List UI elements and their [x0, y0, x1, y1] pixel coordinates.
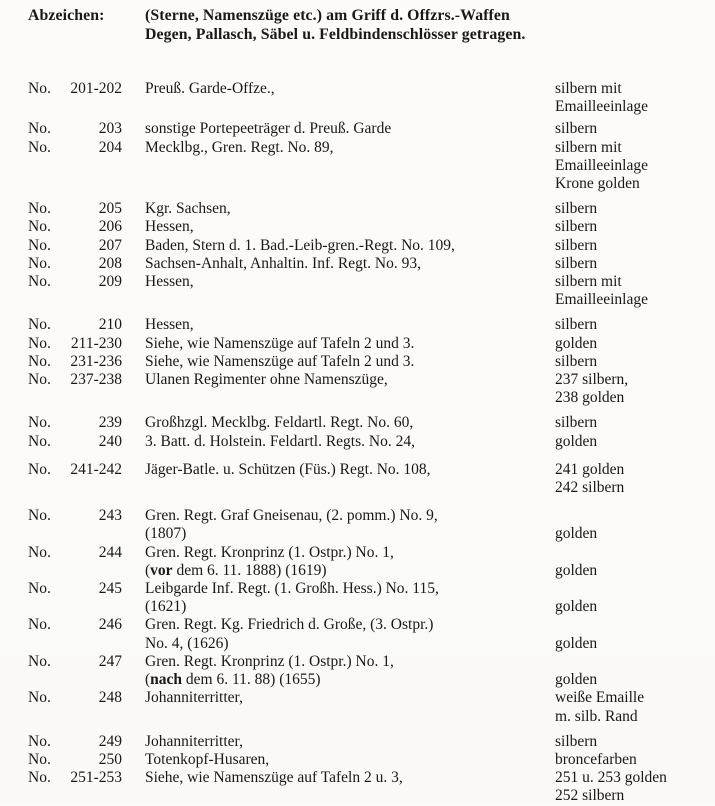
- row-finish: [555, 580, 710, 598]
- row-no-label: [28, 479, 62, 497]
- row-finish: Emailleeinlage: [555, 98, 648, 116]
- table-row: [28, 273, 715, 309]
- table-row-line: [28, 291, 715, 309]
- row-description: Baden, Stern d. 1. Bad.-Leib-gren.-Regt. No. 109,: [145, 236, 455, 254]
- row-finish: silbern mit: [555, 80, 622, 97]
- row-finish: m. silb. Rand: [555, 707, 638, 725]
- row-finish: Emailleeinlage: [555, 156, 648, 174]
- table-row-line: [28, 218, 715, 236]
- table-row-line: [28, 389, 715, 407]
- row-finish: [555, 653, 710, 671]
- table-row-line: [28, 414, 715, 432]
- row-description: Siehe, wie Namenszüge auf Tafeln 2 und 3.: [145, 334, 415, 352]
- row-number: 247: [98, 652, 122, 670]
- row-finish: silbern: [555, 200, 598, 218]
- row-description: Kgr. Sachsen,: [145, 200, 231, 218]
- table-row: [28, 120, 715, 138]
- table-row: [28, 353, 715, 371]
- row-finish: 237 silbern,: [555, 371, 629, 389]
- row-no-label: [28, 708, 62, 726]
- table-row-line: [28, 461, 715, 479]
- row-finish: silbern: [555, 120, 598, 138]
- row-description: Preuß. Garde-Offze.,: [145, 80, 275, 97]
- row-no-label: No.: [28, 507, 51, 525]
- table-row-line: [28, 255, 715, 273]
- table-row-line: [28, 371, 715, 389]
- row-number: [62, 635, 122, 653]
- row-description: Gren. Regt. Kg. Friedrich d. Große, (3. Ostpr.): [145, 616, 434, 634]
- row-number: [62, 389, 122, 407]
- table-row-line: [28, 635, 715, 653]
- table-row-line: [28, 544, 715, 562]
- row-no-label: [28, 98, 62, 116]
- row-no-label: No.: [28, 138, 51, 156]
- row-description: Leibgarde Inf. Regt. (1. Großh. Hess.) No. 115,: [145, 580, 439, 598]
- table-row: [28, 580, 715, 616]
- row-description: Johanniterritter,: [145, 732, 243, 750]
- table-row-line: [28, 616, 715, 634]
- table-row-line: [28, 479, 715, 497]
- table-row: [28, 733, 715, 751]
- table-row-line: [28, 787, 715, 805]
- row-description: [145, 291, 555, 309]
- row-number: 206: [98, 218, 122, 236]
- table-row: [28, 751, 715, 769]
- row-description: No. 4, (1626): [145, 634, 229, 652]
- row-no-label: [28, 175, 62, 193]
- row-description: Gren. Regt. Kronprinz (1. Ostpr.) No. 1,: [145, 652, 394, 670]
- row-no-label: [28, 291, 62, 309]
- row-number: 240: [98, 432, 122, 450]
- table-row-line: [28, 237, 715, 255]
- row-no-label: No.: [28, 414, 51, 432]
- row-number: 251-253: [70, 769, 122, 787]
- header-line-1: (Sterne, Namenszüge etc.) am Griff d. Offzrs.-Waffen: [145, 7, 510, 24]
- table-row-line: [28, 562, 715, 580]
- row-finish: 251 u. 253 golden: [555, 769, 667, 787]
- row-finish: golden: [555, 561, 598, 579]
- table-row-line: [28, 157, 715, 175]
- row-finish: weiße Emaille: [555, 689, 645, 707]
- row-number: [62, 157, 122, 175]
- table-row-line: [28, 98, 715, 116]
- table-row-line: [28, 316, 715, 334]
- row-number: [62, 598, 122, 616]
- table-row-line: [28, 507, 715, 525]
- row-description: (1807): [145, 525, 187, 543]
- row-no-label: No.: [28, 371, 51, 389]
- row-no-label: [28, 525, 62, 543]
- row-number: [62, 525, 122, 543]
- row-no-label: No.: [28, 689, 51, 707]
- row-finish: silbern: [555, 732, 598, 750]
- table-row: [28, 371, 715, 407]
- row-description: Ulanen Regimenter ohne Namenszüge,: [145, 371, 388, 389]
- row-description: Siehe, wie Namenszüge auf Tafeln 2 und 3.: [145, 352, 415, 370]
- row-finish: silbern: [555, 414, 598, 432]
- row-finish: silbern mit: [555, 273, 622, 291]
- row-description: [145, 479, 555, 497]
- row-no-label: No.: [28, 236, 51, 254]
- row-description: Totenkopf-Husaren,: [145, 750, 270, 768]
- row-finish: silbern: [555, 236, 598, 254]
- table-row: [28, 255, 715, 273]
- row-number: 246: [98, 616, 122, 634]
- header-line-2: Degen, Pallasch, Säbel u. Feldbindenschlösser getragen.: [145, 26, 526, 43]
- row-number: 249: [98, 732, 122, 750]
- row-description: [145, 787, 555, 805]
- row-no-label: [28, 671, 62, 689]
- row-finish: golden: [555, 598, 598, 616]
- row-no-label: No.: [28, 200, 51, 218]
- row-number: [62, 98, 122, 116]
- row-number: 231-236: [70, 352, 122, 370]
- row-number: 205: [98, 200, 122, 218]
- row-number: 241-242: [70, 460, 122, 478]
- table-row: [28, 461, 715, 497]
- table-row-line: [28, 80, 715, 98]
- table-row: [28, 653, 715, 689]
- row-no-label: [28, 787, 62, 805]
- row-no-label: No.: [28, 616, 51, 634]
- row-no-label: [28, 598, 62, 616]
- row-no-label: No.: [28, 432, 51, 450]
- row-number: [62, 671, 122, 689]
- table-row-line: [28, 653, 715, 671]
- row-finish: Emailleeinlage: [555, 291, 648, 309]
- row-description: Johanniterritter,: [145, 689, 243, 707]
- row-no-label: [28, 635, 62, 653]
- row-no-label: No.: [28, 460, 51, 478]
- row-no-label: No.: [28, 80, 51, 97]
- table-row-line: [28, 353, 715, 371]
- row-description: [145, 175, 555, 193]
- table-row-line: [28, 733, 715, 751]
- row-no-label: [28, 389, 62, 407]
- row-number: 210: [98, 316, 122, 334]
- row-number: [62, 291, 122, 309]
- row-number: [62, 708, 122, 726]
- row-number: 250: [98, 750, 122, 768]
- table-row-line: [28, 598, 715, 616]
- row-description: (vor dem 6. 11. 1888) (1619): [145, 561, 327, 579]
- row-number: 245: [98, 580, 122, 598]
- badge-table: [28, 80, 715, 806]
- row-no-label: No.: [28, 580, 51, 598]
- row-finish: silbern: [555, 316, 598, 334]
- table-row: [28, 139, 715, 194]
- row-description: [145, 157, 555, 175]
- row-no-label: No.: [28, 652, 51, 670]
- table-row-line: [28, 751, 715, 769]
- row-number: 243: [98, 507, 122, 525]
- table-row-line: [28, 335, 715, 353]
- row-no-label: No.: [28, 352, 51, 370]
- row-no-label: No.: [28, 334, 51, 352]
- row-no-label: No.: [28, 218, 51, 236]
- row-description: Mecklbg., Gren. Regt. No. 89,: [145, 138, 334, 156]
- row-description: (1621): [145, 598, 187, 616]
- row-description: Hessen,: [145, 273, 194, 291]
- row-number: 208: [98, 254, 122, 272]
- row-no-label: No.: [28, 120, 51, 138]
- table-row: [28, 200, 715, 218]
- row-number: [62, 479, 122, 497]
- row-finish: 241 golden: [555, 460, 625, 478]
- table-row-line: [28, 525, 715, 543]
- table-row: [28, 335, 715, 353]
- row-number: 207: [98, 236, 122, 254]
- table-row-line: [28, 200, 715, 218]
- table-row-line: [28, 708, 715, 726]
- row-description: Siehe, wie Namenszüge auf Tafeln 2 u. 3,: [145, 769, 403, 787]
- row-finish: Krone golden: [555, 175, 640, 193]
- page-header: [28, 6, 715, 44]
- table-row-line: [28, 580, 715, 598]
- row-description: Gren. Regt. Kronprinz (1. Ostpr.) No. 1,: [145, 543, 394, 561]
- row-finish: golden: [555, 671, 598, 689]
- table-row: [28, 316, 715, 334]
- row-no-label: No.: [28, 769, 51, 787]
- table-row: [28, 507, 715, 543]
- table-row: [28, 414, 715, 432]
- row-finish: golden: [555, 525, 598, 543]
- row-description: Hessen,: [145, 316, 194, 334]
- row-finish: silbern: [555, 254, 598, 272]
- row-number: [62, 562, 122, 580]
- table-row: [28, 237, 715, 255]
- header-label: Abzeichen:: [28, 7, 105, 24]
- row-description: 3. Batt. d. Holstein. Feldartl. Regts. No. 24,: [145, 432, 415, 450]
- row-description: Sachsen-Anhalt, Anhaltin. Inf. Regt. No. 93,: [145, 254, 421, 272]
- row-number: 204: [98, 138, 122, 156]
- table-row-line: [28, 769, 715, 787]
- row-description: Hessen,: [145, 218, 194, 236]
- row-no-label: No.: [28, 750, 51, 768]
- row-description: Großhzgl. Mecklbg. Feldartl. Regt. No. 60,: [145, 414, 414, 432]
- row-finish: 242 silbern: [555, 479, 625, 497]
- row-description: [145, 389, 555, 407]
- row-finish: silbern: [555, 218, 598, 236]
- row-finish: [555, 616, 710, 634]
- header-text: [145, 6, 525, 44]
- row-description: [145, 708, 555, 726]
- table-row: [28, 218, 715, 236]
- table-row-line: [28, 139, 715, 157]
- row-finish: silbern mit: [555, 138, 622, 156]
- row-finish: golden: [555, 334, 598, 352]
- row-finish: silbern: [555, 352, 598, 370]
- table-row: [28, 80, 715, 116]
- table-row-line: [28, 273, 715, 291]
- row-number: 209: [98, 273, 122, 291]
- table-row-line: [28, 433, 715, 451]
- row-no-label: [28, 562, 62, 580]
- table-row: [28, 544, 715, 580]
- row-no-label: No.: [28, 254, 51, 272]
- row-description: (nach dem 6. 11. 88) (1655): [145, 671, 321, 689]
- row-number: 203: [98, 120, 122, 138]
- row-number: [62, 787, 122, 805]
- row-number: 244: [98, 543, 122, 561]
- table-row-line: [28, 671, 715, 689]
- table-row: [28, 616, 715, 652]
- row-finish: [555, 507, 710, 525]
- row-no-label: No.: [28, 543, 51, 561]
- row-finish: broncefarben: [555, 750, 637, 768]
- row-number: 248: [98, 689, 122, 707]
- row-no-label: No.: [28, 732, 51, 750]
- table-row-line: [28, 120, 715, 138]
- table-row: [28, 433, 715, 451]
- table-row-line: [28, 175, 715, 193]
- row-finish: golden: [555, 432, 598, 450]
- row-no-label: [28, 157, 62, 175]
- row-description: Jäger-Batle. u. Schützen (Füs.) Regt. No. 108,: [145, 460, 431, 478]
- row-number: 237-238: [70, 371, 122, 389]
- row-number: [62, 175, 122, 193]
- table-row: [28, 769, 715, 805]
- row-finish: 252 silbern: [555, 787, 625, 805]
- row-no-label: No.: [28, 316, 51, 334]
- row-description: [145, 98, 555, 116]
- table-row: [28, 689, 715, 725]
- row-finish: [555, 544, 710, 562]
- row-number: 201-202: [70, 80, 122, 97]
- row-finish: 238 golden: [555, 389, 625, 407]
- row-description: Gren. Regt. Graf Gneisenau, (2. pomm.) No. 9,: [145, 507, 438, 525]
- row-finish: golden: [555, 634, 598, 652]
- row-no-label: No.: [28, 273, 51, 291]
- row-number: 211-230: [70, 334, 122, 352]
- table-row-line: [28, 689, 715, 707]
- row-number: 239: [98, 414, 122, 432]
- row-description: sonstige Portepeeträger d. Preuß. Garde: [145, 120, 392, 138]
